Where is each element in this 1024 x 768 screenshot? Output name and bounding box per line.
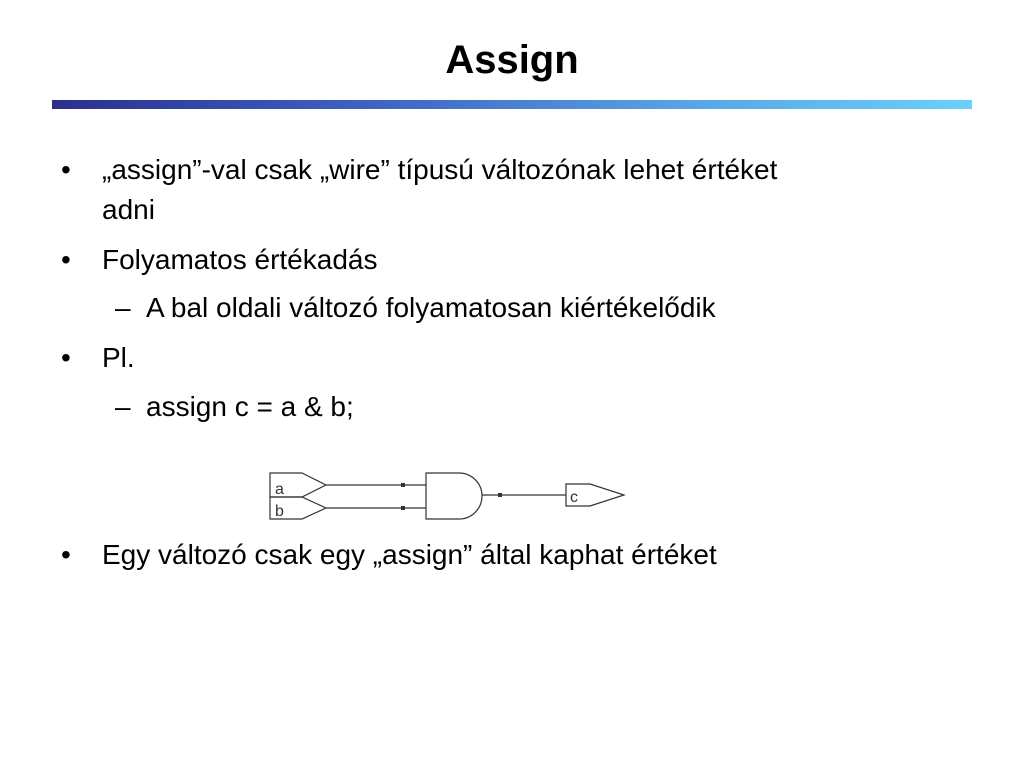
- dash-mark: –: [115, 391, 131, 422]
- bullet-text: „assign”-val csak „wire” típusú változónak lehet értéket: [102, 154, 778, 185]
- slide-title: Assign: [445, 38, 579, 82]
- bullet-mark: •: [61, 539, 71, 570]
- wire-dot: [401, 506, 405, 510]
- bullet-text: Pl.: [102, 342, 135, 373]
- bullet-item: [61, 535, 717, 575]
- bullet-item: [61, 240, 378, 280]
- sub-bullet-text: assign c = a & b;: [146, 391, 354, 422]
- bullet-text: Egy változó csak egy „assign” által kaphat értéket: [102, 539, 717, 570]
- sub-bullet-item: [115, 288, 716, 328]
- bullet-mark: •: [61, 154, 71, 185]
- label-c: c: [570, 489, 578, 506]
- sub-bullet-item: [115, 387, 354, 427]
- and-gate: [426, 473, 482, 519]
- bullet-item: [61, 338, 135, 378]
- sub-bullet-text: A bal oldali változó folyamatosan kiértékelődik: [146, 292, 716, 323]
- wire-dot: [498, 493, 502, 497]
- dash-mark: –: [115, 292, 131, 323]
- label-a: a: [275, 481, 284, 498]
- bullet-text: Folyamatos értékadás: [102, 244, 378, 275]
- and-gate-circuit-diagram: [264, 465, 634, 525]
- title-underline: [52, 100, 972, 109]
- bullet-item: [61, 150, 778, 230]
- bullet-mark: •: [61, 244, 71, 275]
- label-b: b: [275, 503, 284, 520]
- bullet-mark: •: [61, 342, 71, 373]
- wire-dot: [401, 483, 405, 487]
- bullet-text-continued: adni: [102, 194, 155, 225]
